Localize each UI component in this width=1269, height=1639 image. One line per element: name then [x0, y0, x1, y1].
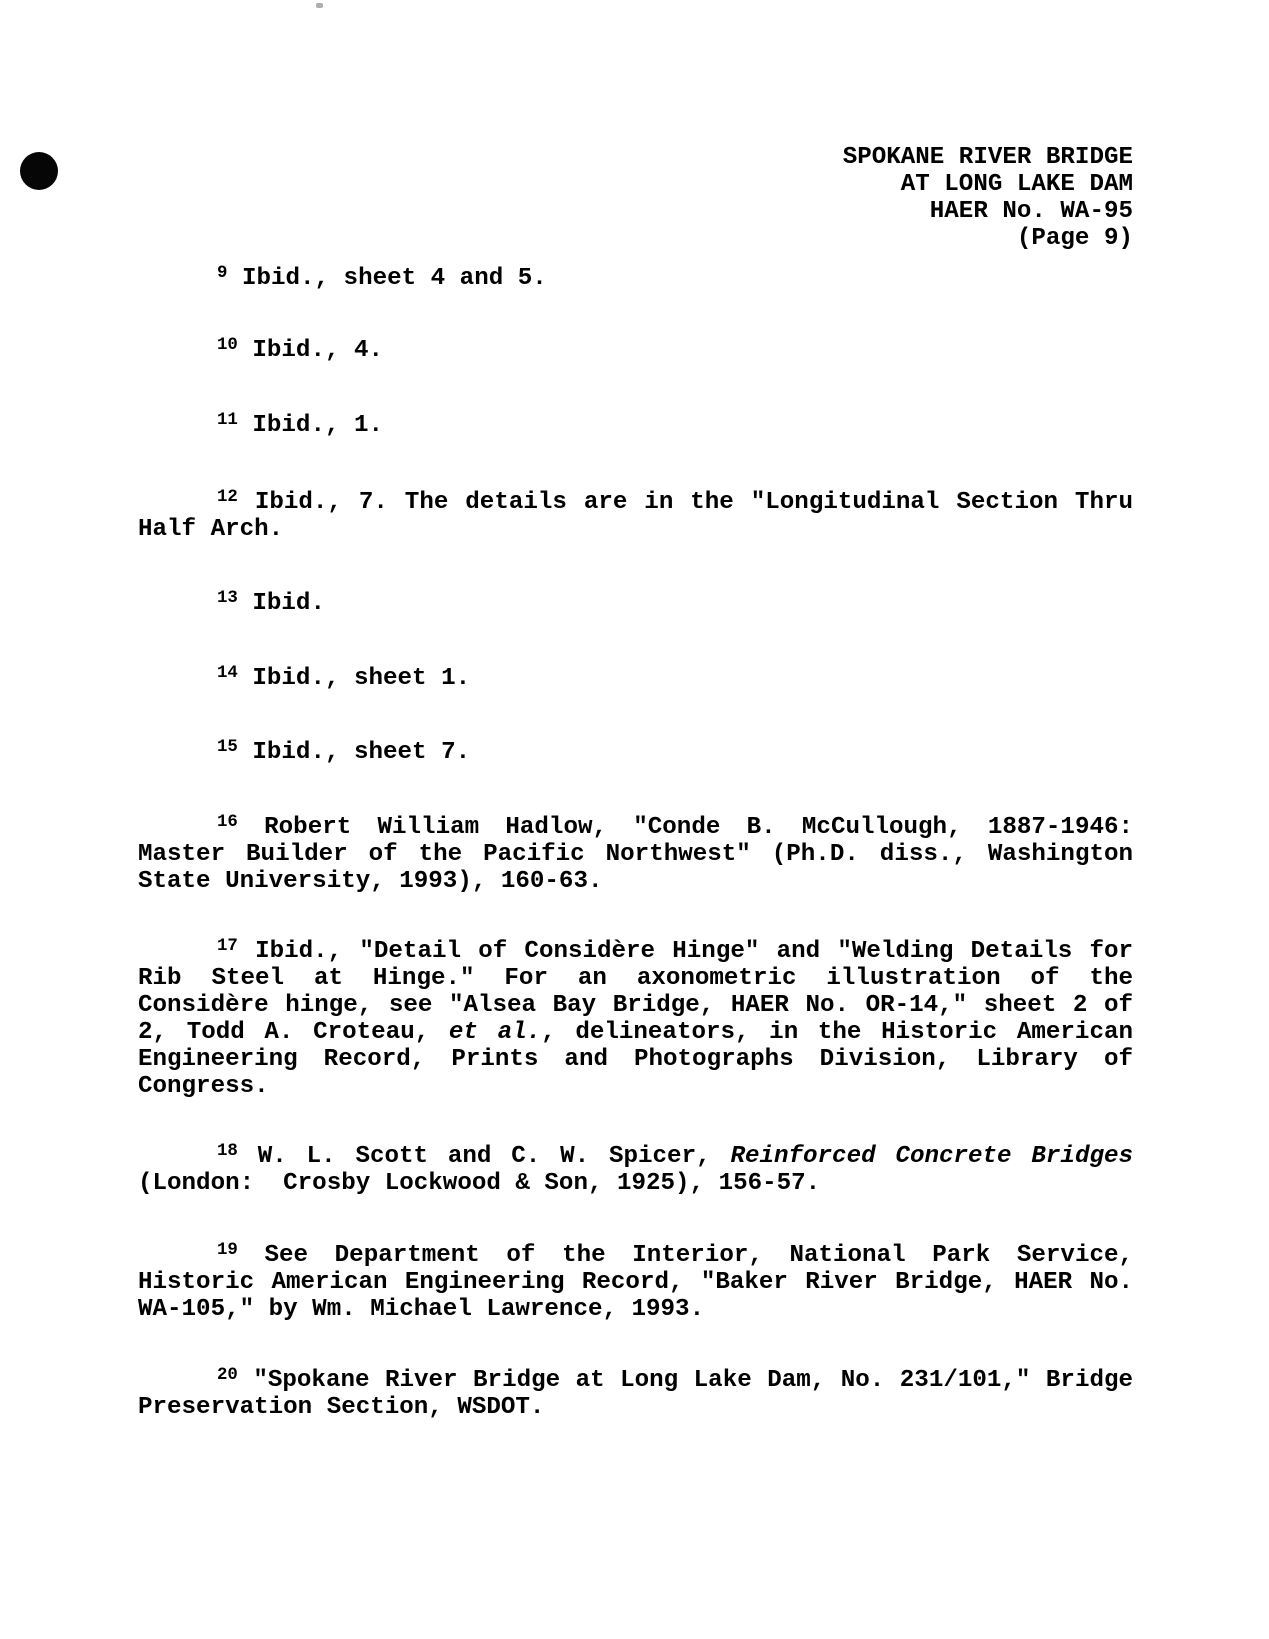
footnote [138, 1367, 1133, 1421]
footnote-text: , delineators, in the Historic American [541, 1019, 1133, 1046]
footnote-number: 19 [217, 1241, 238, 1260]
footnote-text-italic: et al. [448, 1019, 542, 1046]
footnote [138, 412, 1133, 439]
footnote-line [138, 1073, 1133, 1100]
footnote-line [138, 1242, 1133, 1269]
document-header [138, 144, 1133, 252]
footnote-line [138, 965, 1133, 992]
footnote-number: 10 [217, 336, 238, 355]
footnote-text-italic: Reinforced Concrete Bridges [730, 1143, 1134, 1170]
footnote-text: Ibid., 1. [252, 412, 384, 439]
footnote [138, 337, 1133, 364]
footnote-line [138, 590, 1133, 617]
footnote-number: 11 [217, 411, 238, 430]
header-line-title: SPOKANE RIVER BRIDGE [842, 144, 1133, 171]
footnote-text: Historic American Engineering Record, "Baker River Bridge, HAER No. [138, 1269, 1133, 1296]
footnote-line [138, 1019, 1133, 1046]
header-line-location: AT LONG LAKE DAM [900, 171, 1133, 198]
header-line-page-number: (Page 9) [1016, 225, 1133, 252]
footnote-text: Ibid., sheet 4 and 5. [241, 265, 547, 292]
footnote-text: Preservation Section, WSDOT. [138, 1394, 545, 1421]
footnote-number: 13 [217, 589, 238, 608]
footnote-line [138, 868, 1133, 895]
footnote-text: Engineering Record, Prints and Photographs Division, Library of [138, 1046, 1133, 1073]
footnote-line [138, 814, 1133, 841]
footnote [138, 489, 1133, 543]
footnote-line [138, 841, 1133, 868]
footnote-line [138, 938, 1133, 965]
footnote [138, 265, 1133, 292]
footnote-line [138, 337, 1133, 364]
footnote [138, 814, 1133, 895]
footnote-number: 15 [217, 738, 238, 757]
footnote-text: Ibid., "Detail of Considère Hinge" and "Welding Details for [255, 938, 1133, 965]
footnote-line [138, 1394, 1133, 1421]
footnote [138, 590, 1133, 617]
footnote-text: 2, Todd A. Croteau, [138, 1019, 449, 1046]
footnote-line [138, 265, 1133, 292]
footnote-text: Half Arch. [138, 516, 284, 543]
footnote-line [138, 489, 1133, 516]
footnote-line [138, 1367, 1133, 1394]
footnote [138, 1242, 1133, 1323]
footnote-number: 16 [217, 813, 238, 832]
footnote-line [138, 665, 1133, 692]
footnote-number: 9 [217, 264, 228, 283]
footnote-line [138, 1046, 1133, 1073]
footnote [138, 938, 1133, 1100]
hole-punch-mark [20, 152, 58, 190]
header-line-haer-number: HAER No. WA-95 [929, 198, 1133, 225]
footnote-line [138, 1296, 1133, 1323]
footnote-text: Ibid., 7. The details are in the "Longitudinal Section Thru [254, 489, 1133, 516]
footnote-text: State University, 1993), 160-63. [138, 868, 603, 895]
footnote-text: "Spokane River Bridge at Long Lake Dam, No. 231/101," Bridge [253, 1367, 1133, 1394]
footnote-line [138, 739, 1133, 766]
footnote-text: Robert William Hadlow, "Conde B. McCullough, 1887-1946: [264, 814, 1134, 841]
footnote-text: (London: Crosby Lockwood & Son, 1925), 156-57. [138, 1170, 821, 1197]
footnote-line [138, 412, 1133, 439]
footnote-line [138, 992, 1133, 1019]
footnote-number: 12 [217, 488, 238, 507]
footnote [138, 1143, 1133, 1197]
footnote [138, 665, 1133, 692]
footnote-number: 14 [217, 664, 238, 683]
footnote-text: Ibid. [252, 590, 325, 617]
footnote-text: See Department of the Interior, National Park Service, [264, 1242, 1133, 1269]
footnote-text: W. L. Scott and C. W. Spicer, [257, 1143, 731, 1170]
footnote-text: Ibid., sheet 7. [252, 739, 471, 766]
footnote-text: Ibid., 4. [252, 337, 384, 364]
footnote-text: Master Builder of the Pacific Northwest" (Ph.D. diss., Washington [138, 841, 1133, 868]
scan-artifact-speck [316, 3, 323, 8]
footnote-text: Congress. [138, 1073, 269, 1100]
footnote-line [138, 1143, 1133, 1170]
footnote-number: 20 [217, 1366, 238, 1385]
footnote-number: 17 [217, 937, 238, 956]
footnote-text: Ibid., sheet 1. [252, 665, 471, 692]
footnote-text: Rib Steel at Hinge." For an axonometric illustration of the [138, 965, 1133, 992]
footnote-line [138, 1170, 1133, 1197]
footnote-line [138, 1269, 1133, 1296]
footnote [138, 739, 1133, 766]
footnote-text: Considère hinge, see "Alsea Bay Bridge, HAER No. OR-14," sheet 2 of [138, 992, 1133, 1019]
footnote-text: WA-105," by Wm. Michael Lawrence, 1993. [138, 1296, 705, 1323]
footnote-line [138, 516, 1133, 543]
footnote-number: 18 [217, 1142, 238, 1161]
